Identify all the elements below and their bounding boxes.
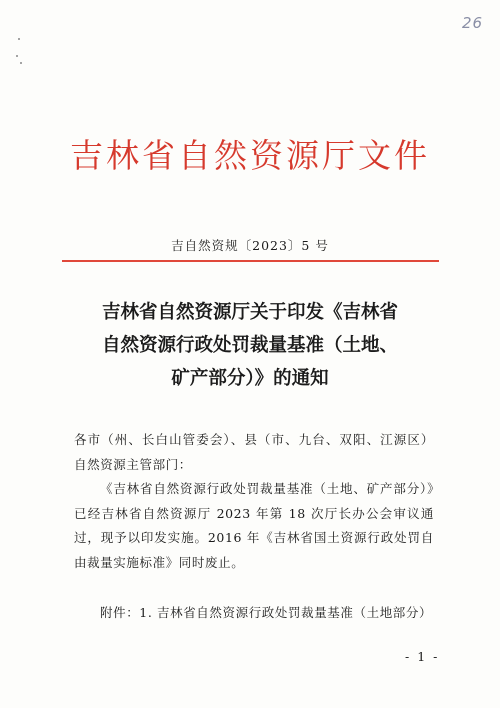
notice-title-line-1: 吉林省自然资源厅关于印发《吉林省 (101, 302, 398, 323)
notice-title (0, 296, 500, 395)
notice-title-line-3: 矿产部分）》的通知 (171, 368, 329, 389)
issuer-header-title: 吉林省自然资源厅文件 (70, 136, 430, 175)
scan-speck (16, 55, 18, 57)
main-paragraph: 《吉林省自然资源行政处罚裁量基准（土地、矿产部分）》已经吉林省自然资源厅 2023 年第 18 次厅长办公会审议通过，现予以印发实施。2016 年《吉林省国土资源行政处罚自由裁量实施标准》同时废止。 (74, 481, 434, 570)
recipients-paragraph: 各市（州、长白山管委会）、县（市、九台、双阳、江源区）自然资源主管部门： (74, 432, 434, 472)
page-number: - 1 - (405, 649, 440, 664)
notice-body (74, 428, 434, 575)
attachment-line: 附件：1. 吉林省自然资源行政处罚裁量基准（土地部分） (100, 605, 433, 620)
notice-title-line-2: 自然资源行政处罚裁量基准（土地、 (101, 335, 398, 356)
scan-speck (20, 62, 22, 64)
document-number: 吉自然资规〔2023〕5 号 (171, 238, 329, 253)
scan-speck (18, 38, 20, 40)
handwritten-page-number: 26 (462, 14, 484, 32)
red-divider-line (62, 260, 439, 262)
